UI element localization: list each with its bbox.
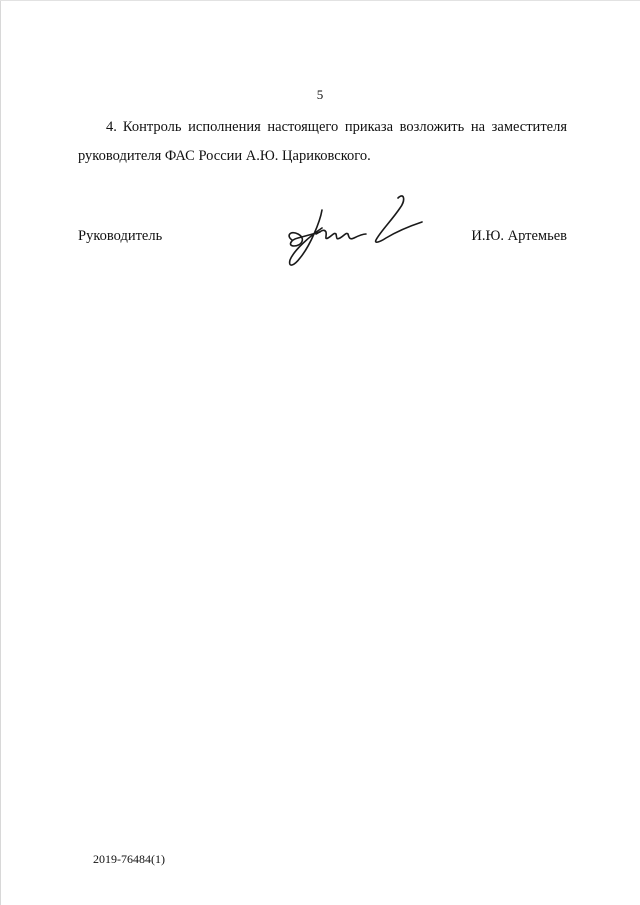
paragraph-text-line-1: Контроль исполнения настоящего приказа возложить на заместителя <box>122 119 567 135</box>
signer-title: Руководитель <box>78 228 163 244</box>
paragraph-text-line-2: руководителя ФАС России А.Ю. Цариковского. <box>78 148 371 164</box>
document-id: 2019-76484(1) <box>93 852 165 866</box>
signer-name: И.Ю. Артемьев <box>471 228 567 244</box>
scan-edge-top <box>0 0 640 1</box>
scan-edge-left <box>0 0 1 905</box>
paragraph-number: 4. <box>106 119 117 135</box>
paragraph-item-4 <box>78 113 567 171</box>
page-number: 5 <box>316 87 324 102</box>
handwritten-signature <box>280 188 430 273</box>
paragraph-line-1 <box>78 113 567 142</box>
